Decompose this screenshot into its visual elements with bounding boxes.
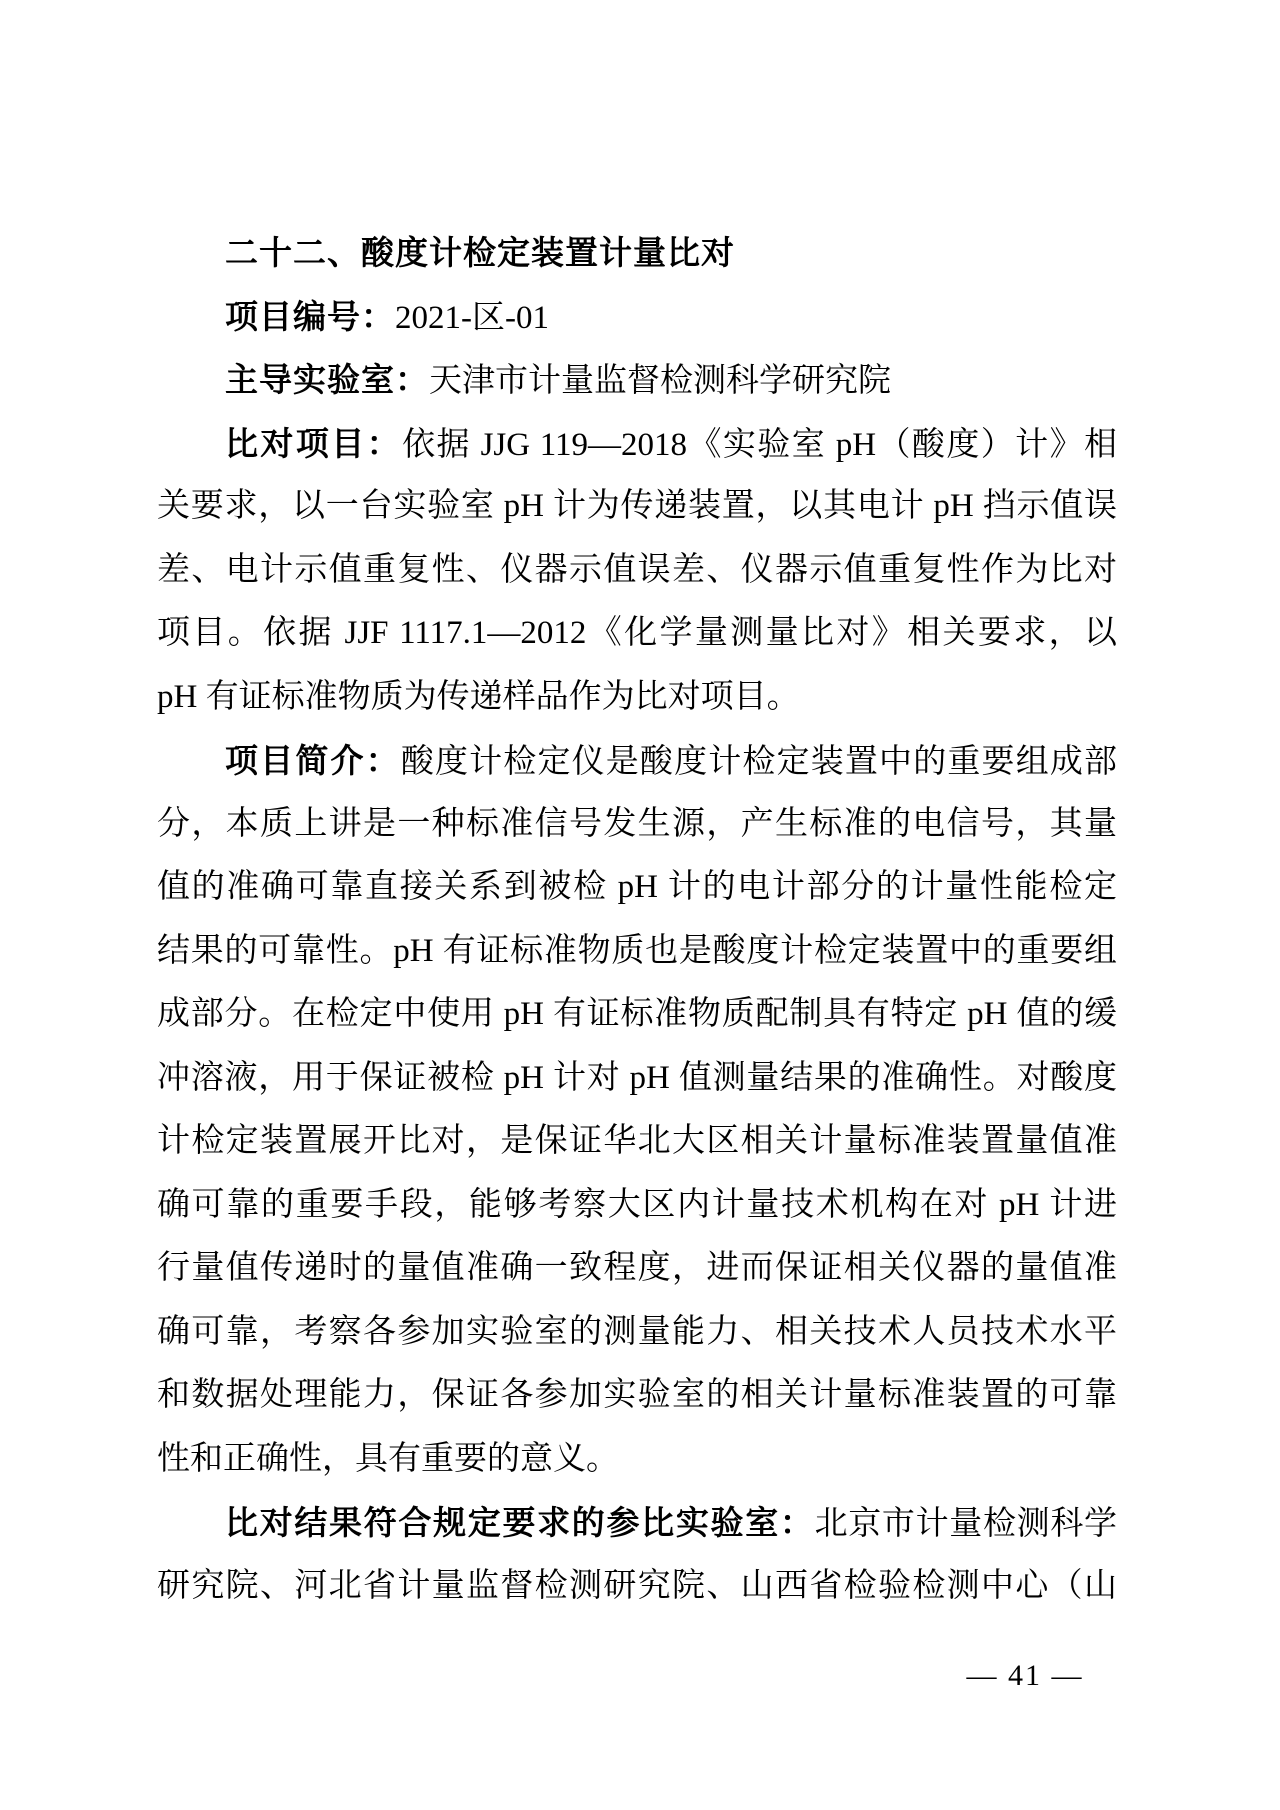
text-line: 值的准确可靠直接关系到被检 pH 计的电计部分的计量性能检定 [157, 869, 1117, 905]
page-number: — 41 — [966, 1659, 1084, 1692]
text-line: 确可靠，考察各参加实验室的测量能力、相关技术人员技术水平 [157, 1313, 1117, 1350]
bold-label: 项目编号： [225, 297, 395, 335]
text-line: 分，本质上讲是一种标准信号发生源，产生标准的电信号，其量 [157, 805, 1117, 842]
section-heading-text: 二十二、酸度计检定装置计量比对 [225, 234, 735, 271]
section-heading [157, 221, 1117, 285]
text-line: 比对结果符合规定要求的参比实验室：北京市计量检测科学 [225, 1504, 1117, 1542]
text-line: 行量值传递时的量值准确一致程度，进而保证相关仪器的量值准 [157, 1250, 1117, 1286]
text-line: 项目。依据 JJF 1117.1—2012《化学量测量比对》相关要求，以 [157, 615, 1117, 651]
text-line: 比对项目：依据 JJG 119—2018《实验室 pH（酸度）计》相 [225, 424, 1117, 463]
bold-label: 比对项目： [225, 424, 403, 462]
bold-label: 比对结果符合规定要求的参比实验室： [225, 1504, 815, 1541]
text-line: 关要求，以一台实验室 pH 计为传递装置，以其电计 pH 挡示值误 [157, 488, 1117, 524]
bold-label: 项目简介： [225, 742, 401, 779]
bold-label: 主导实验室： [225, 361, 429, 398]
text-line: 性和正确性，具有重要的意义。 [157, 1440, 619, 1477]
text-line: 项目编号：2021-区-01 [225, 297, 549, 336]
document-lines [157, 221, 1117, 1618]
text-line: 项目简介：酸度计检定仪是酸度计检定装置中的重要组成部 [225, 742, 1117, 780]
text-line: 成部分。在检定中使用 pH 有证标准物质配制具有特定 pH 值的缓 [157, 996, 1117, 1032]
text-line: 结果的可靠性。pH 有证标准物质也是酸度计检定装置中的重要组 [157, 932, 1117, 969]
text-line: 计检定装置展开比对，是保证华北大区相关计量标准装置量值准 [157, 1123, 1117, 1159]
text-line: 确可靠的重要手段，能够考察大区内计量技术机构在对 pH 计进 [157, 1186, 1117, 1223]
text-line: 冲溶液，用于保证被检 pH 计对 pH 值测量结果的准确性。对酸度 [157, 1059, 1117, 1096]
text-line: pH 有证标准物质为传递样品作为比对项目。 [157, 678, 800, 715]
text-line: 研究院、河北省计量监督检测研究院、山西省检验检测中心（山 [157, 1567, 1117, 1604]
text-line: 差、电计示值重复性、仪器示值误差、仪器示值重复性作为比对 [157, 551, 1117, 588]
text-line: 主导实验室：天津市计量监督检测科学研究院 [225, 361, 891, 399]
text-line: 和数据处理能力，保证各参加实验室的相关计量标准装置的可靠 [157, 1377, 1117, 1413]
